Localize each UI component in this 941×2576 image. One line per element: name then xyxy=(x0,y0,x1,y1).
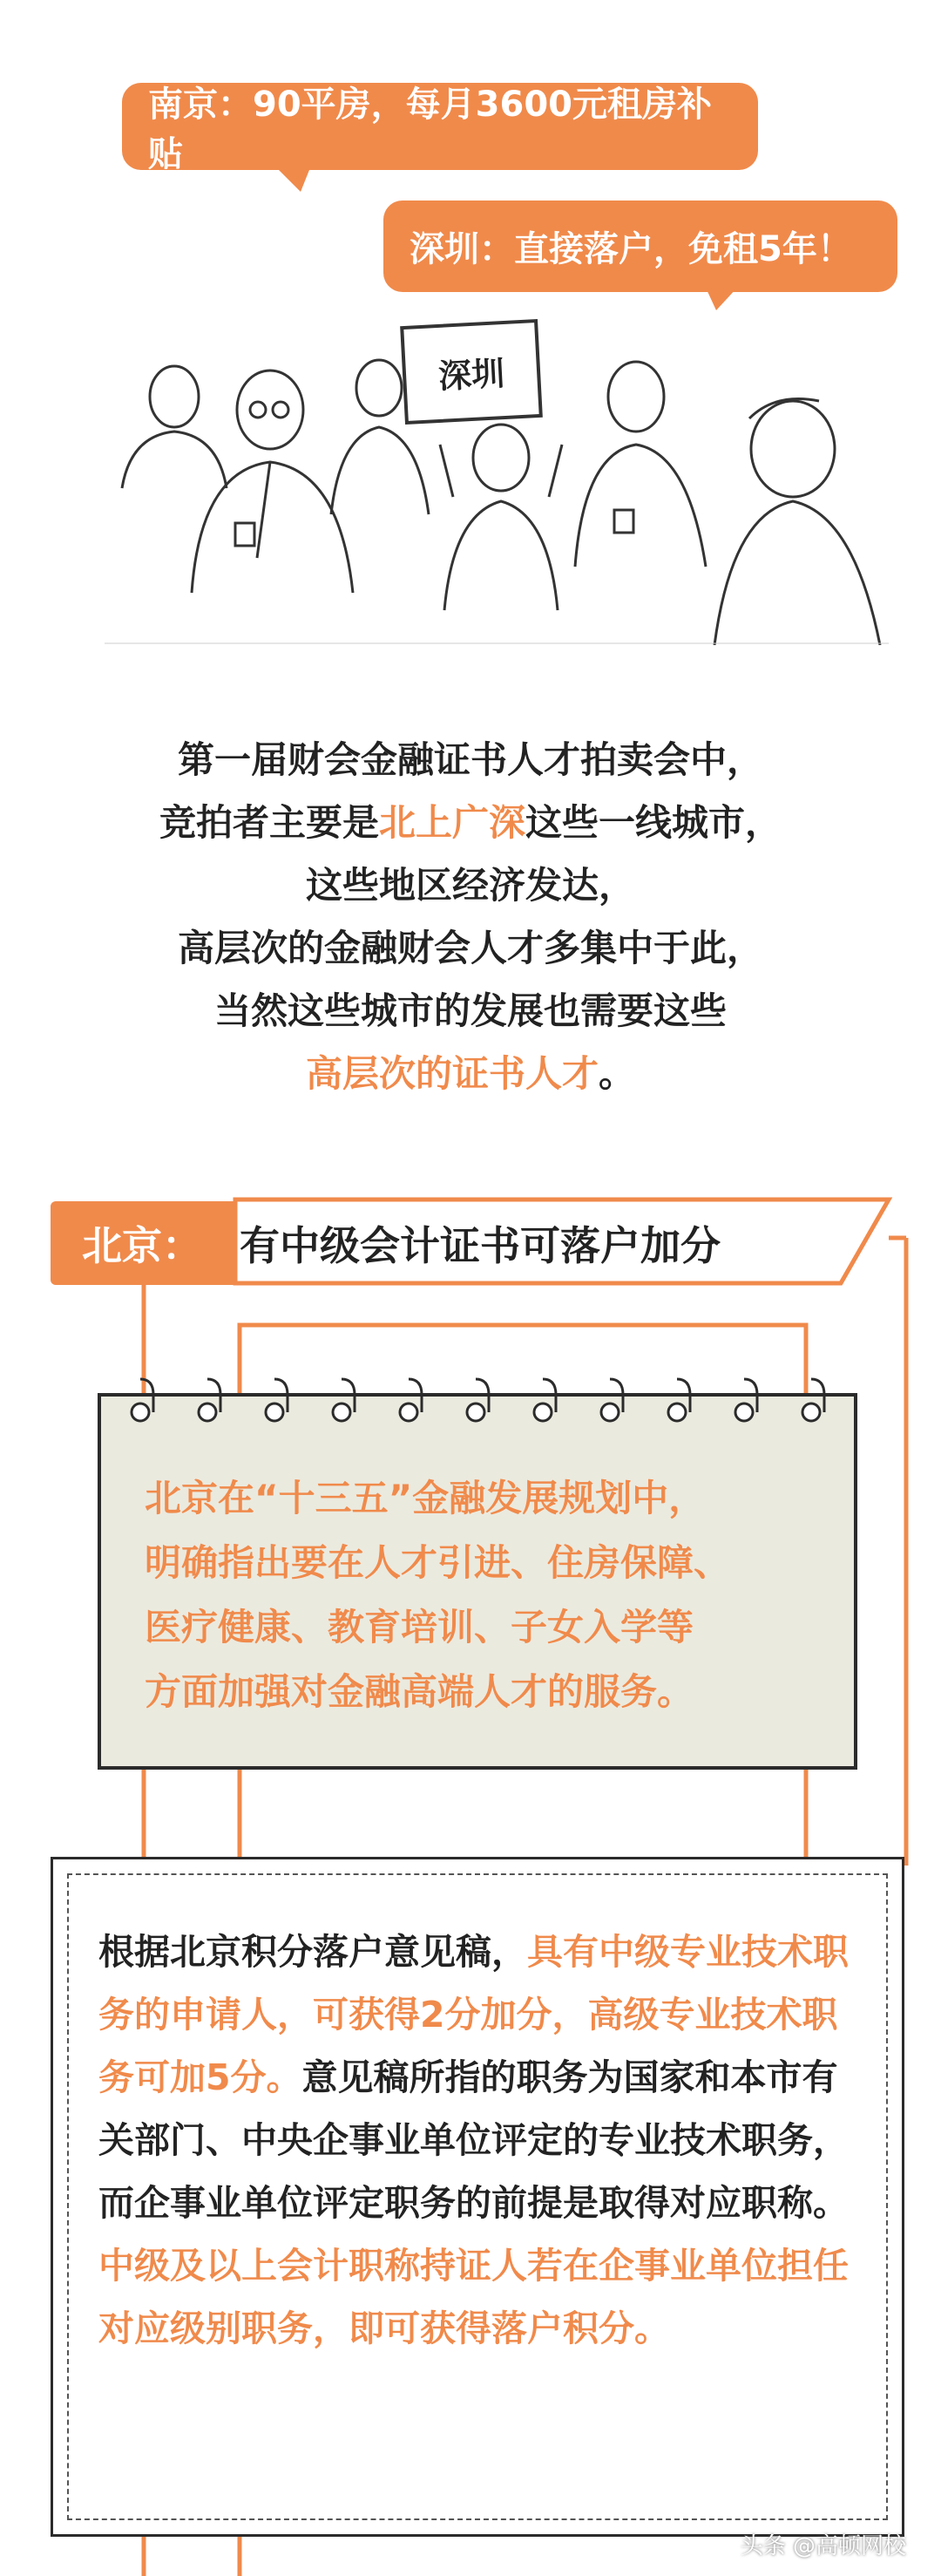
highlight-talent: 高层次的证书人才 xyxy=(305,1052,599,1095)
notepad-card xyxy=(98,1393,857,1770)
detail-sentence-1: 根据北京积分落户意见稿， xyxy=(98,1931,527,1973)
note-line-2: 明确指出要在人才引进、住房保障、 xyxy=(145,1541,731,1584)
note-line-1: 北京在“十三五”金融发展规划中， xyxy=(145,1477,706,1519)
intro-line-3: 这些地区经济发达， xyxy=(305,864,635,907)
detail-highlight-2: 中级及以上会计职称持证人若在企事业单位担任对应级别职务，即可获得落户积分。 xyxy=(98,2245,849,2349)
note-line-3: 医疗健康、教育培训、子女入学等 xyxy=(145,1606,694,1648)
detail-highlight-1: 具有中级专业技术职务的申请人，可获得2分加分，高级专业技术职务可加5分。 xyxy=(98,1931,849,2098)
intro-line-2-post: 这些一线城市， xyxy=(525,801,782,844)
spiral-rings xyxy=(101,1370,861,1440)
intro-line-2-pre: 竞拍者主要是 xyxy=(159,801,379,844)
intro-line-1: 第一届财会金融证书人才拍卖会中， xyxy=(177,738,763,781)
policy-detail-text xyxy=(98,1920,865,2360)
intro-line-5: 当然这些城市的发展也需要这些 xyxy=(213,989,727,1032)
shenzhen-bubble-text: 深圳：直接落户，免租5年！ xyxy=(410,229,852,269)
intro-line-6-post: 。 xyxy=(599,1052,636,1095)
sign-text: 深圳 xyxy=(437,354,506,396)
note-line-4: 方面加强对金融高端人才的服务。 xyxy=(145,1670,694,1713)
watermark: 头条 @高顿网校 xyxy=(740,2533,906,2559)
note-text xyxy=(145,1466,833,1724)
beijing-title: 有中级会计证书可落户加分 xyxy=(240,1222,721,1269)
beijing-badge: 北京： xyxy=(51,1201,234,1285)
highlight-cities: 北上广深 xyxy=(378,801,525,844)
intro-line-4: 高层次的金融财会人才多集中于此， xyxy=(177,927,763,969)
detail-sentence-3: 意见稿所指的职务为国家和本市有关部门、中央企事业单位评定的专业技术职务，而企事业单位评定职务的前提是取得对应职称。 xyxy=(98,2056,849,2224)
policy-detail-box xyxy=(51,1857,904,2537)
nanjing-bubble-text: 南京：90平房，每月3600元租房补贴 xyxy=(148,85,712,174)
